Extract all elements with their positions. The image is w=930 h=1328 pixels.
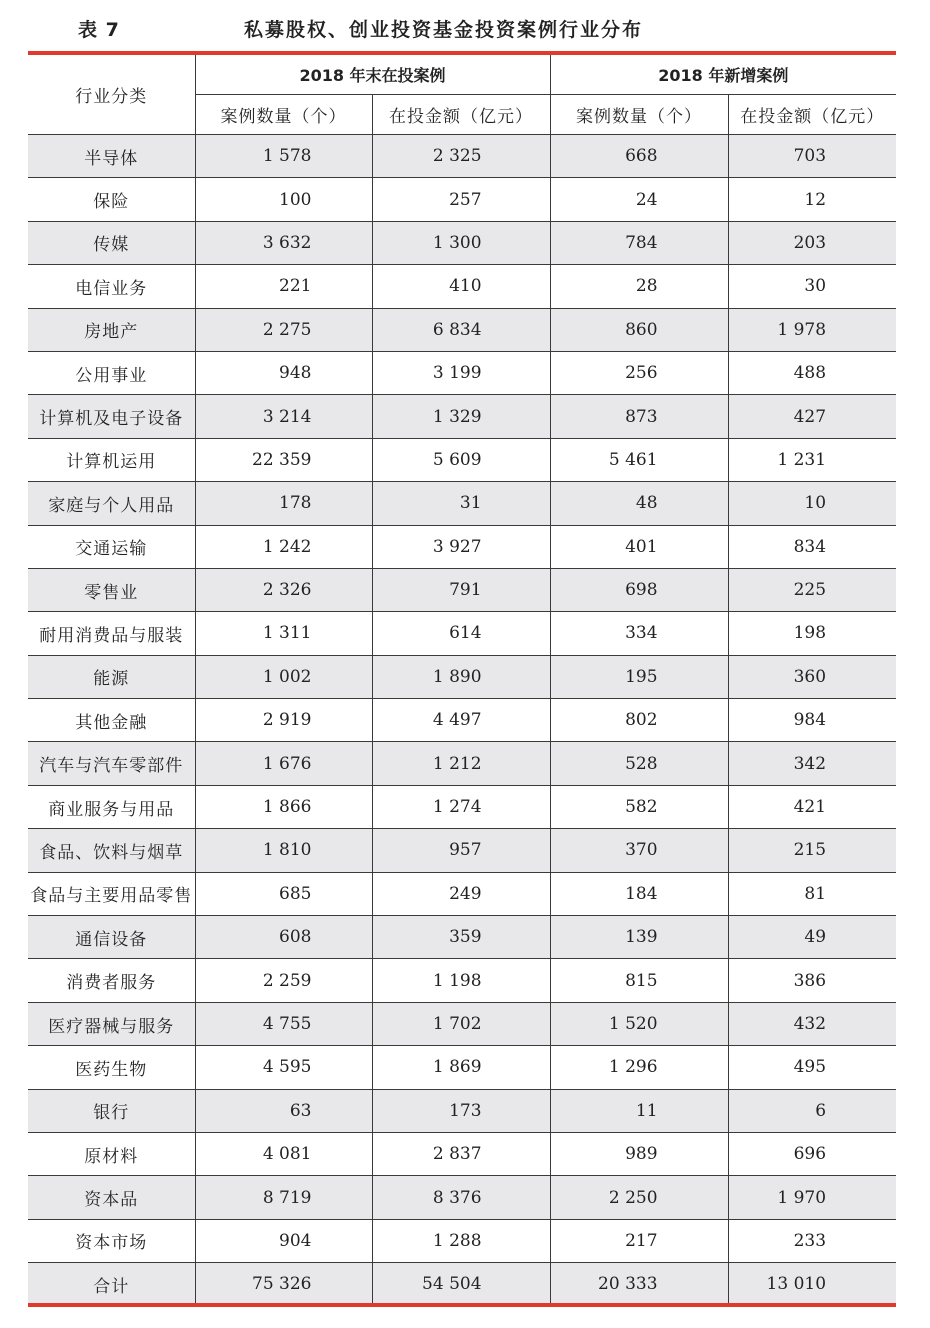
new-count: 195 — [550, 655, 728, 698]
holdings-amount: 249 — [372, 872, 550, 915]
new-amount: 198 — [728, 612, 896, 655]
holdings-count: 1 578 — [195, 135, 372, 178]
holdings-count: 2 259 — [195, 959, 372, 1002]
holdings-count: 2 275 — [195, 308, 372, 351]
holdings-count: 100 — [195, 178, 372, 221]
table-row — [28, 1219, 896, 1262]
row-category: 半导体 — [28, 135, 195, 178]
holdings-count: 904 — [195, 1219, 372, 1262]
row-category: 食品、饮料与烟草 — [28, 829, 195, 872]
holdings-count: 1 242 — [195, 525, 372, 568]
holdings-amount: 3 927 — [372, 525, 550, 568]
new-count: 668 — [550, 135, 728, 178]
holdings-count: 22 359 — [195, 438, 372, 481]
row-category: 交通运输 — [28, 525, 195, 568]
new-count: 1 296 — [550, 1046, 728, 1089]
row-category: 原材料 — [28, 1132, 195, 1175]
row-category: 银行 — [28, 1089, 195, 1132]
table-header — [28, 55, 896, 135]
holdings-amount: 3 199 — [372, 351, 550, 394]
new-count: 217 — [550, 1219, 728, 1262]
table-row — [28, 785, 896, 828]
new-amount: 432 — [728, 1002, 896, 1045]
holdings-count: 1 676 — [195, 742, 372, 785]
row-category: 资本品 — [28, 1176, 195, 1219]
holdings-count: 178 — [195, 482, 372, 525]
table-row — [28, 221, 896, 264]
table-row — [28, 1046, 896, 1089]
holdings-amount: 1 869 — [372, 1046, 550, 1089]
new-count: 989 — [550, 1132, 728, 1175]
header-category: 行业分类 — [28, 55, 195, 135]
holdings-amount: 257 — [372, 178, 550, 221]
new-count: 370 — [550, 829, 728, 872]
table-row — [28, 959, 896, 1002]
row-category: 医疗器械与服务 — [28, 1002, 195, 1045]
holdings-amount: 957 — [372, 829, 550, 872]
holdings-amount: 1 702 — [372, 1002, 550, 1045]
holdings-amount: 1 288 — [372, 1219, 550, 1262]
new-count: 860 — [550, 308, 728, 351]
table-row — [28, 438, 896, 481]
new-amount: 834 — [728, 525, 896, 568]
table-title: 私募股权、创业投资基金投资案例行业分布 — [244, 19, 644, 41]
holdings-count: 1 810 — [195, 829, 372, 872]
new-amount: 342 — [728, 742, 896, 785]
holdings-count: 75 326 — [195, 1263, 372, 1306]
holdings-count: 1 002 — [195, 655, 372, 698]
holdings-count: 4 081 — [195, 1132, 372, 1175]
table-row — [28, 178, 896, 221]
new-count: 802 — [550, 699, 728, 742]
new-count: 2 250 — [550, 1176, 728, 1219]
new-count: 28 — [550, 265, 728, 308]
row-category: 家庭与个人用品 — [28, 482, 195, 525]
new-amount: 1 970 — [728, 1176, 896, 1219]
new-count: 528 — [550, 742, 728, 785]
holdings-count: 3 632 — [195, 221, 372, 264]
table-row — [28, 568, 896, 611]
table-row — [28, 525, 896, 568]
new-amount: 10 — [728, 482, 896, 525]
new-count: 11 — [550, 1089, 728, 1132]
new-count: 24 — [550, 178, 728, 221]
new-amount: 696 — [728, 1132, 896, 1175]
holdings-amount: 173 — [372, 1089, 550, 1132]
table-row — [28, 742, 896, 785]
table-row — [28, 655, 896, 698]
bottom-rule — [28, 1303, 896, 1307]
row-category: 保险 — [28, 178, 195, 221]
row-category: 医药生物 — [28, 1046, 195, 1089]
row-category: 汽车与汽车零部件 — [28, 742, 195, 785]
holdings-count: 948 — [195, 351, 372, 394]
new-count: 698 — [550, 568, 728, 611]
holdings-amount: 2 325 — [372, 135, 550, 178]
holdings-amount: 1 329 — [372, 395, 550, 438]
row-category: 计算机运用 — [28, 438, 195, 481]
row-category: 零售业 — [28, 568, 195, 611]
new-amount: 203 — [728, 221, 896, 264]
new-count: 48 — [550, 482, 728, 525]
header-amount: 在投金额（亿元） — [372, 95, 550, 135]
new-count: 582 — [550, 785, 728, 828]
holdings-amount: 1 274 — [372, 785, 550, 828]
new-count: 873 — [550, 395, 728, 438]
new-amount: 495 — [728, 1046, 896, 1089]
new-amount: 81 — [728, 872, 896, 915]
new-count: 1 520 — [550, 1002, 728, 1045]
new-amount: 1 978 — [728, 308, 896, 351]
new-count: 256 — [550, 351, 728, 394]
row-category: 其他金融 — [28, 699, 195, 742]
holdings-amount: 2 837 — [372, 1132, 550, 1175]
row-category: 消费者服务 — [28, 959, 195, 1002]
row-category: 电信业务 — [28, 265, 195, 308]
table-row — [28, 482, 896, 525]
table-row — [28, 265, 896, 308]
holdings-amount: 791 — [372, 568, 550, 611]
holdings-count: 1 311 — [195, 612, 372, 655]
holdings-amount: 54 504 — [372, 1263, 550, 1306]
table-row — [28, 1089, 896, 1132]
title-bar — [28, 12, 898, 46]
holdings-count: 4 595 — [195, 1046, 372, 1089]
table-row — [28, 1132, 896, 1175]
table-row — [28, 699, 896, 742]
holdings-amount: 6 834 — [372, 308, 550, 351]
holdings-amount: 31 — [372, 482, 550, 525]
row-category: 耐用消费品与服装 — [28, 612, 195, 655]
table-row — [28, 1176, 896, 1219]
table-row — [28, 829, 896, 872]
row-category: 能源 — [28, 655, 195, 698]
table-row — [28, 916, 896, 959]
new-amount: 6 — [728, 1089, 896, 1132]
holdings-amount: 1 890 — [372, 655, 550, 698]
table-number: 表 7 — [78, 19, 120, 41]
row-category: 计算机及电子设备 — [28, 395, 195, 438]
holdings-count: 63 — [195, 1089, 372, 1132]
row-category: 合计 — [28, 1263, 195, 1306]
holdings-count: 2 919 — [195, 699, 372, 742]
new-amount: 488 — [728, 351, 896, 394]
row-category: 公用事业 — [28, 351, 195, 394]
new-amount: 233 — [728, 1219, 896, 1262]
new-count: 184 — [550, 872, 728, 915]
new-amount: 421 — [728, 785, 896, 828]
table-row — [28, 872, 896, 915]
holdings-count: 8 719 — [195, 1176, 372, 1219]
new-count: 334 — [550, 612, 728, 655]
holdings-amount: 359 — [372, 916, 550, 959]
header-count: 案例数量（个） — [550, 95, 728, 135]
holdings-count: 2 326 — [195, 568, 372, 611]
table-row — [28, 612, 896, 655]
holdings-amount: 5 609 — [372, 438, 550, 481]
holdings-amount: 4 497 — [372, 699, 550, 742]
table-row — [28, 1263, 896, 1306]
row-category: 通信设备 — [28, 916, 195, 959]
holdings-amount: 1 198 — [372, 959, 550, 1002]
table-body — [28, 135, 896, 1306]
holdings-count: 3 214 — [195, 395, 372, 438]
row-category: 食品与主要用品零售 — [28, 872, 195, 915]
row-category: 资本市场 — [28, 1219, 195, 1262]
holdings-amount: 1 212 — [372, 742, 550, 785]
table-row — [28, 1002, 896, 1045]
data-table — [28, 55, 896, 1306]
new-count: 815 — [550, 959, 728, 1002]
new-amount: 13 010 — [728, 1263, 896, 1306]
row-category: 传媒 — [28, 221, 195, 264]
new-count: 20 333 — [550, 1263, 728, 1306]
new-amount: 1 231 — [728, 438, 896, 481]
new-amount: 215 — [728, 829, 896, 872]
table-row — [28, 308, 896, 351]
new-amount: 30 — [728, 265, 896, 308]
row-category: 商业服务与用品 — [28, 785, 195, 828]
row-category: 房地产 — [28, 308, 195, 351]
header-group-2018-holdings: 2018 年末在投案例 — [195, 55, 550, 95]
new-amount: 12 — [728, 178, 896, 221]
table-row — [28, 351, 896, 394]
header-group-2018-new: 2018 年新增案例 — [550, 55, 896, 95]
new-count: 5 461 — [550, 438, 728, 481]
new-count: 139 — [550, 916, 728, 959]
holdings-count: 608 — [195, 916, 372, 959]
table-row — [28, 395, 896, 438]
new-count: 784 — [550, 221, 728, 264]
holdings-amount: 8 376 — [372, 1176, 550, 1219]
new-amount: 49 — [728, 916, 896, 959]
new-amount: 386 — [728, 959, 896, 1002]
new-amount: 703 — [728, 135, 896, 178]
holdings-amount: 614 — [372, 612, 550, 655]
table-row — [28, 135, 896, 178]
holdings-count: 1 866 — [195, 785, 372, 828]
header-amount: 在投金额（亿元） — [728, 95, 896, 135]
new-count: 401 — [550, 525, 728, 568]
new-amount: 360 — [728, 655, 896, 698]
new-amount: 984 — [728, 699, 896, 742]
holdings-amount: 1 300 — [372, 221, 550, 264]
holdings-amount: 410 — [372, 265, 550, 308]
holdings-count: 221 — [195, 265, 372, 308]
new-amount: 427 — [728, 395, 896, 438]
holdings-count: 4 755 — [195, 1002, 372, 1045]
holdings-count: 685 — [195, 872, 372, 915]
new-amount: 225 — [728, 568, 896, 611]
header-count: 案例数量（个） — [195, 95, 372, 135]
